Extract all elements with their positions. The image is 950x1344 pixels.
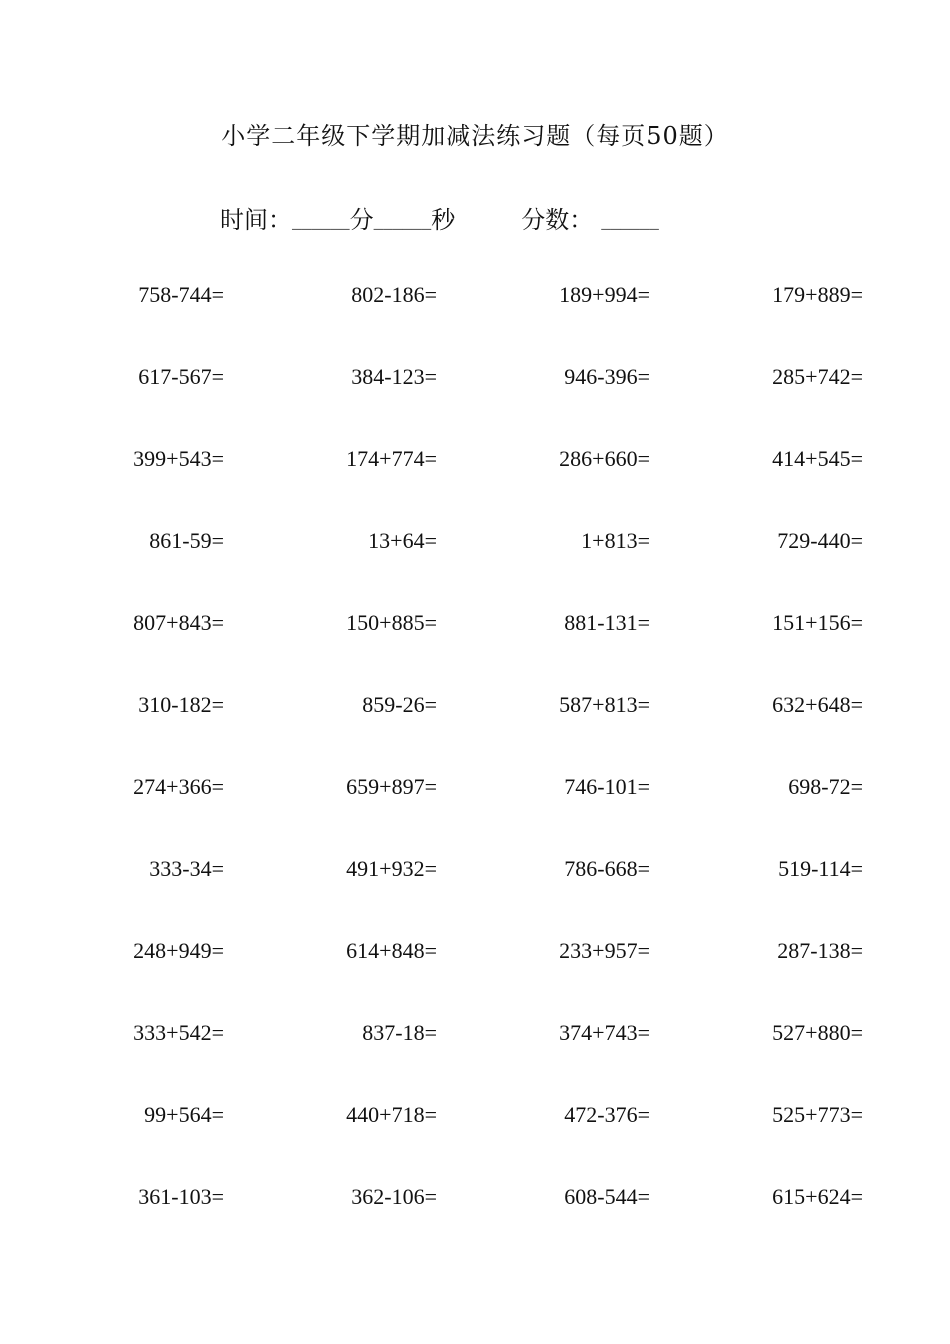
problem-item: 632+648= [772,692,863,717]
problem-row [0,610,950,692]
problem-item: 399+543= [133,446,224,471]
problem-item: 659+897= [346,774,437,799]
problem-item: 13+64= [368,528,437,553]
problem-item: 384-123= [351,364,437,389]
problem-row [0,364,950,446]
problem-item: 587+813= [559,692,650,717]
problem-item: 362-106= [351,1184,437,1209]
problem-item: 758-744= [138,282,224,307]
page-title: 小学二年级下学期加减法练习题（每页50题） [221,122,729,150]
problem-row [0,1184,950,1266]
problem-item: 614+848= [346,938,437,963]
problem-item: 472-376= [564,1102,650,1127]
problem-item: 179+889= [772,282,863,307]
problem-row [0,1102,950,1184]
problem-item: 527+880= [772,1020,863,1045]
problem-row [0,692,950,774]
problem-item: 837-18= [362,1020,437,1045]
problem-item: 333-34= [149,856,224,881]
problem-item: 189+994= [559,282,650,307]
problem-item: 617-567= [138,364,224,389]
problem-item: 151+156= [772,610,863,635]
problem-row [0,528,950,610]
problem-item: 946-396= [564,364,650,389]
problem-item: 287-138= [777,938,863,963]
problem-item: 698-72= [788,774,863,799]
problem-item: 233+957= [559,938,650,963]
problem-item: 174+774= [346,446,437,471]
problem-item: 802-186= [351,282,437,307]
problem-item: 881-131= [564,610,650,635]
problem-item: 746-101= [564,774,650,799]
problem-item: 807+843= [133,610,224,635]
problem-item: 859-26= [362,692,437,717]
problem-item: 491+932= [346,856,437,881]
minutes-blank[interactable]: ______ [292,215,350,233]
problem-item: 440+718= [346,1102,437,1127]
problem-item: 99+564= [144,1102,224,1127]
problem-item: 310-182= [138,692,224,717]
minute-label: 分 [349,206,374,234]
problem-item: 1+813= [581,528,650,553]
seconds-blank[interactable]: ______ [373,215,432,233]
problem-item: 248+949= [133,938,224,963]
problem-row [0,282,950,364]
second-label: 秒 [431,206,456,234]
problem-item: 729-440= [777,528,863,553]
score-blank[interactable]: ______ [601,215,659,233]
problem-item: 333+542= [133,1020,224,1045]
problem-row [0,774,950,856]
problem-item: 861-59= [149,528,224,553]
problem-item: 361-103= [138,1184,224,1209]
score-label: 分数： [521,206,594,234]
problem-item: 414+545= [772,446,863,471]
time-score-line [220,200,659,235]
problem-item: 286+660= [559,446,650,471]
problem-item: 786-668= [564,856,650,881]
problem-item: 274+366= [133,774,224,799]
problem-item: 608-544= [564,1184,650,1209]
problem-item: 285+742= [772,364,863,389]
time-label: 时间： [220,206,292,234]
problem-item: 525+773= [772,1102,863,1127]
problem-item: 615+624= [772,1184,863,1209]
problem-grid [0,282,950,1266]
problem-row [0,1020,950,1102]
problem-row [0,446,950,528]
problem-item: 374+743= [559,1020,650,1045]
problem-row [0,938,950,1020]
problem-item: 150+885= [346,610,437,635]
problem-row [0,856,950,938]
problem-item: 519-114= [778,856,863,881]
